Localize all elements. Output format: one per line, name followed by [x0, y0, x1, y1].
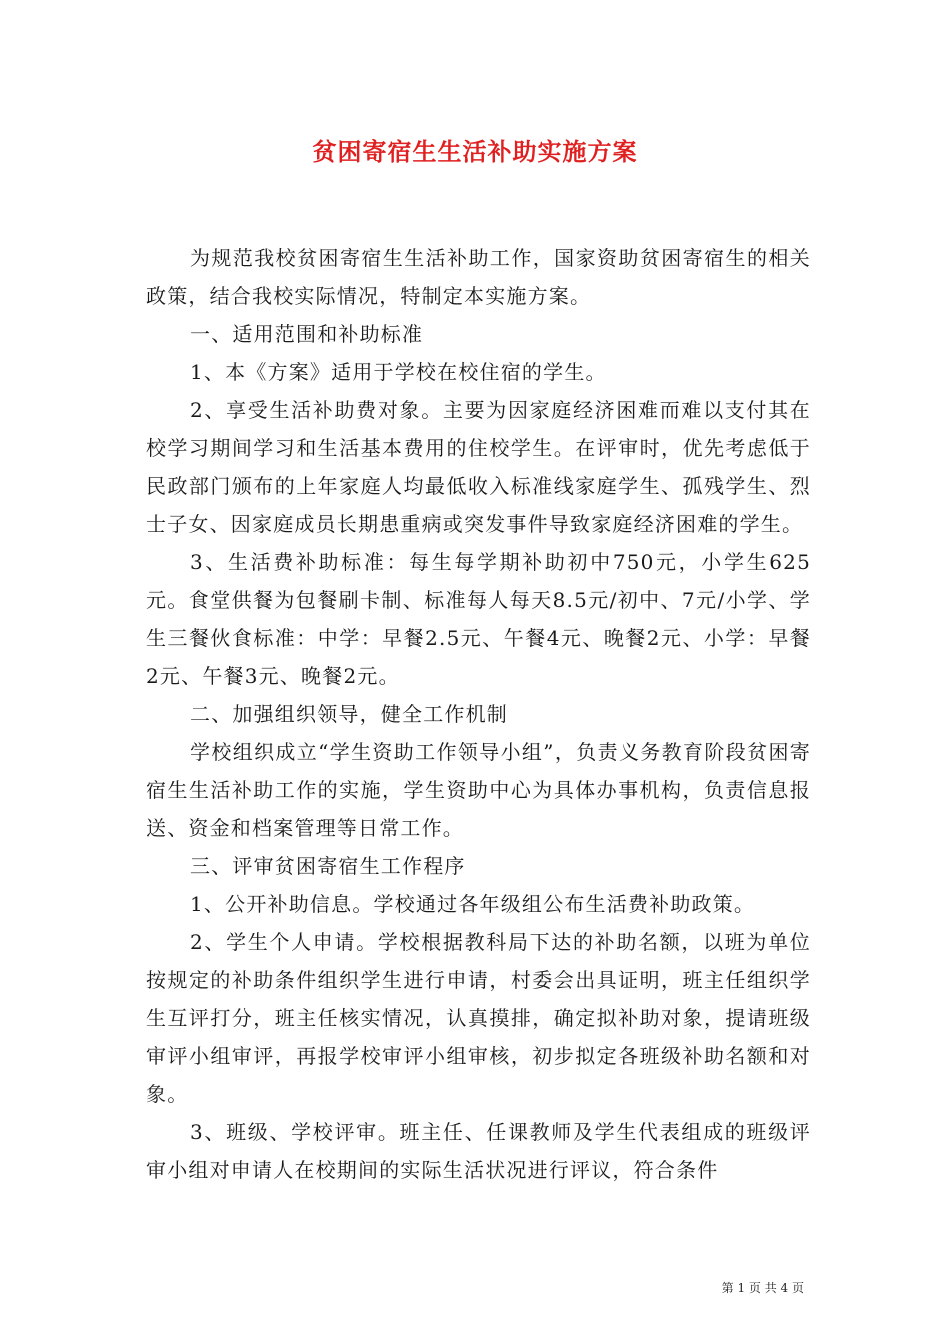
section-heading-1: 一、适用范围和补助标准	[190, 322, 424, 346]
paragraph-3-2: 2、学生个人申请。学校根据教科局下达的补助名额，以班为单位按规定的补助条件组织学生进行申请，村委会出具证明，班主任组织学生互评打分，班主任核实情况，认真摸排，确定拟补助对象，提请班级审评小组审评，再报学校审评小组审核，初步拟定各班级补助名额和对象。	[146, 930, 811, 1106]
page-number: 第 1 页 共 4 页	[721, 1281, 804, 1295]
paragraph-2: 学校组织成立“学生资助工作领导小组”，负责义务教育阶段贫困寄宿生生活补助工作的实施，学生资助中心为具体办事机构，负责信息报送、资金和档案管理等日常工作。	[146, 740, 811, 840]
paragraph-1-1: 1、本《方案》适用于学校在校住宿的学生。	[190, 360, 607, 384]
paragraph-1-3: 3、生活费补助标准：每生每学期补助初中750元，小学生625元。食堂供餐为包餐刷卡制、标准每人每天8.5元/初中、7元/小学、学生三餐伙食标准：中学：早餐2.5元、午餐4元、晚餐2元、小学：早餐2元、午餐3元、晚餐2元。	[146, 550, 811, 688]
document-title: 贫困寄宿生生活补助实施方案	[312, 137, 638, 166]
section-heading-3: 三、评审贫困寄宿生工作程序	[190, 854, 466, 878]
paragraph-1-2: 2、享受生活补助费对象。主要为因家庭经济困难而难以支付其在校学习期间学习和生活基本费用的住校学生。在评审时，优先考虑低于民政部门颁布的上年家庭人均最低收入标准线家庭学生、孤残学生、烈士子女、因家庭成员长期患重病或突发事件导致家庭经济困难的学生。	[146, 398, 811, 536]
section-heading-2: 二、加强组织领导，健全工作机制	[190, 702, 508, 726]
document-body	[146, 239, 811, 1189]
paragraph-3-3: 3、班级、学校评审。班主任、任课教师及学生代表组成的班级评审小组对申请人在校期间的实际生活状况进行评议，符合条件	[146, 1120, 811, 1182]
paragraph-3-1: 1、公开补助信息。学校通过各年级组公布生活费补助政策。	[190, 892, 756, 916]
paragraph-intro: 为规范我校贫困寄宿生生活补助工作，国家资助贫困寄宿生的相关政策，结合我校实际情况，特制定本实施方案。	[146, 246, 811, 308]
